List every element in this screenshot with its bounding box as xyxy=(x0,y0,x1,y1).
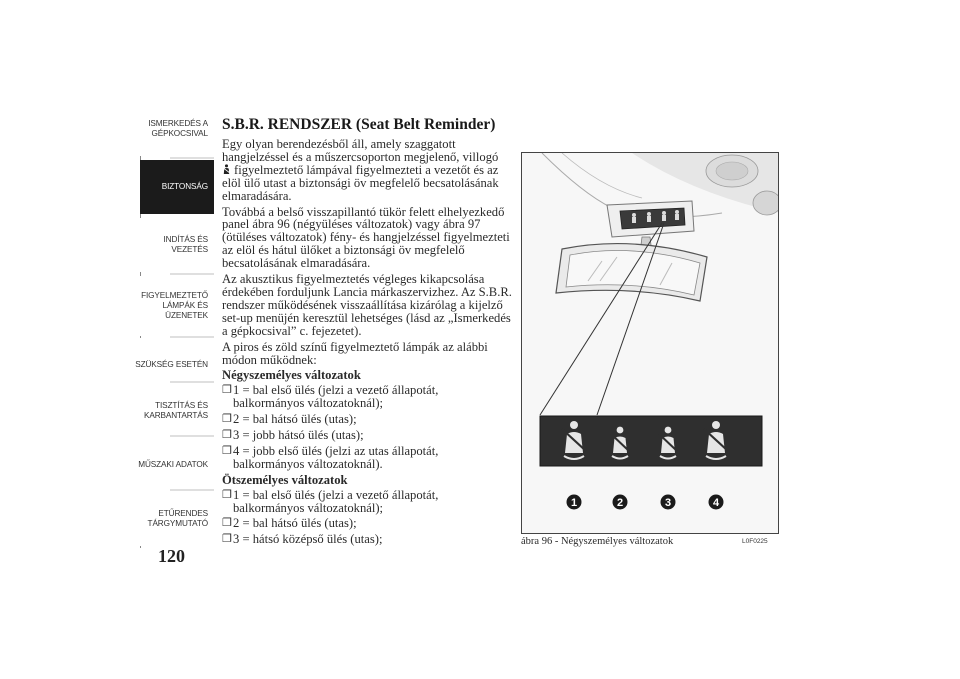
callout-3: 3 xyxy=(664,497,672,509)
list-item xyxy=(222,533,512,546)
body-text xyxy=(222,138,512,549)
list-item-text: 1 = bal első ülés (jelzi a vezető állapotát, balkormányos változatoknál); xyxy=(233,383,439,411)
tab-tisztitas[interactable] xyxy=(140,384,214,438)
callout-2: 2 xyxy=(616,497,624,509)
checkbox-bullet: ❐ xyxy=(222,517,232,530)
tab-label: LÁMPÁK ÉS xyxy=(162,301,208,310)
tab-label: ISMERKEDÉS A xyxy=(148,119,208,128)
tab-muszaki[interactable] xyxy=(140,438,214,492)
list-item xyxy=(222,413,512,426)
tab-biztonsag[interactable] xyxy=(140,160,214,214)
seatbelt-warning-icon xyxy=(222,164,231,175)
seatbelt-panel-illustration xyxy=(522,153,779,534)
list-item-text: 3 = hátsó középső ülés (utas); xyxy=(233,532,383,547)
paragraph xyxy=(222,138,512,203)
callout-1: 1 xyxy=(570,497,578,509)
tab-label: ETŰRENDES xyxy=(158,509,208,518)
tab-inditas[interactable] xyxy=(140,218,214,272)
tab-label: MŰSZAKI ADATOK xyxy=(138,460,208,469)
page-number: 120 xyxy=(158,546,185,566)
tab-label: GÉPKOCSIVAL xyxy=(151,129,208,138)
subheading-five-seat: Ötszemélyes változatok xyxy=(222,472,348,487)
checkbox-bullet: ❐ xyxy=(222,444,232,457)
tab-ismerkedes[interactable] xyxy=(140,102,214,156)
tab-label: TISZTÍTÁS ÉS xyxy=(155,401,208,410)
paragraph-text: figyelmeztető lámpával figyelmezteti a vezetőt és az elöl ülő utast a biztonsági öv megfelelő becsatolásának elmaradására. xyxy=(222,162,499,203)
tab-label: ÜZENETEK xyxy=(165,311,208,320)
paragraph: Az akusztikus figyelmeztetés végleges kikapcsolása érdekében forduljunk Lancia márkaszervizhez. Az S.B.R. rendszer működésének visszaállítása kizárólag a kijelző set-up menüjén keresztül lehetséges (lásd az „Ismerkedés a gépkocsival” c. fejezetet). xyxy=(222,272,512,338)
tab-label: KARBANTARTÁS xyxy=(143,411,208,420)
list-item xyxy=(222,489,512,515)
list-item-text: 4 = jobb első ülés (jelzi az utas állapotát, balkormányos változatoknál). xyxy=(233,443,439,471)
figure-caption: ábra 96 - Négyszemélyes változatok xyxy=(521,536,674,547)
checkbox-bullet: ❐ xyxy=(222,429,232,442)
paragraph-text: Egy olyan berendezésből áll, amely szaggatott hangjelzéssel és a műszercsoporton megjelenő, villogó xyxy=(222,137,499,164)
tab-label: BIZTONSÁG xyxy=(161,182,208,191)
list-item xyxy=(222,445,512,471)
callout-4: 4 xyxy=(712,497,720,509)
checkbox-bullet: ❐ xyxy=(222,384,232,397)
list-item-text: 2 = bal hátsó ülés (utas); xyxy=(233,516,357,531)
list-item-text: 2 = bal hátsó ülés (utas); xyxy=(233,412,357,427)
list-item xyxy=(222,517,512,530)
list-item xyxy=(222,429,512,442)
tab-label: TÁRGYMUTATÓ xyxy=(147,519,208,528)
paragraph: Továbbá a belső visszapillantó tükör felett elhelyezkedő panel ábra 96 (négyüléses változatok) vagy ábra 97 (ötüléses változatok) fény- és hangjelzéssel figyelmezteti az elöl és hátul ülőket a biztonsági öv megfelelő becsatolásának elmaradására. xyxy=(222,204,510,271)
section-heading: S.B.R. RENDSZER (Seat Belt Reminder) xyxy=(222,116,496,133)
list-item-text: 1 = bal első ülés (jelzi a vezető állapotát, balkormányos változatoknál); xyxy=(233,487,439,515)
chapter-sidebar xyxy=(135,102,214,548)
checkbox-bullet: ❐ xyxy=(222,533,232,546)
checkbox-bullet: ❐ xyxy=(222,488,232,501)
list-item-text: 3 = jobb hátsó ülés (utas); xyxy=(233,428,364,443)
tab-figyelmezteto[interactable] xyxy=(140,276,214,336)
paragraph: A piros és zöld színű figyelmeztető lámpák az alábbi módon működnek: xyxy=(222,339,488,367)
tab-label: FIGYELMEZTETŐ xyxy=(141,291,208,300)
figure-code: L0F0225 xyxy=(742,538,768,545)
figure-illustration xyxy=(521,152,779,534)
tab-label: INDÍTÁS ÉS xyxy=(163,235,208,244)
checkbox-bullet: ❐ xyxy=(222,413,232,426)
tab-label: VEZETÉS xyxy=(171,245,208,254)
tab-targymutato[interactable] xyxy=(140,492,214,546)
subheading-four-seat: Négyszemélyes változatok xyxy=(222,368,361,383)
tab-label: SZÜKSÉG ESETÉN xyxy=(135,360,208,369)
list-item xyxy=(222,384,512,410)
